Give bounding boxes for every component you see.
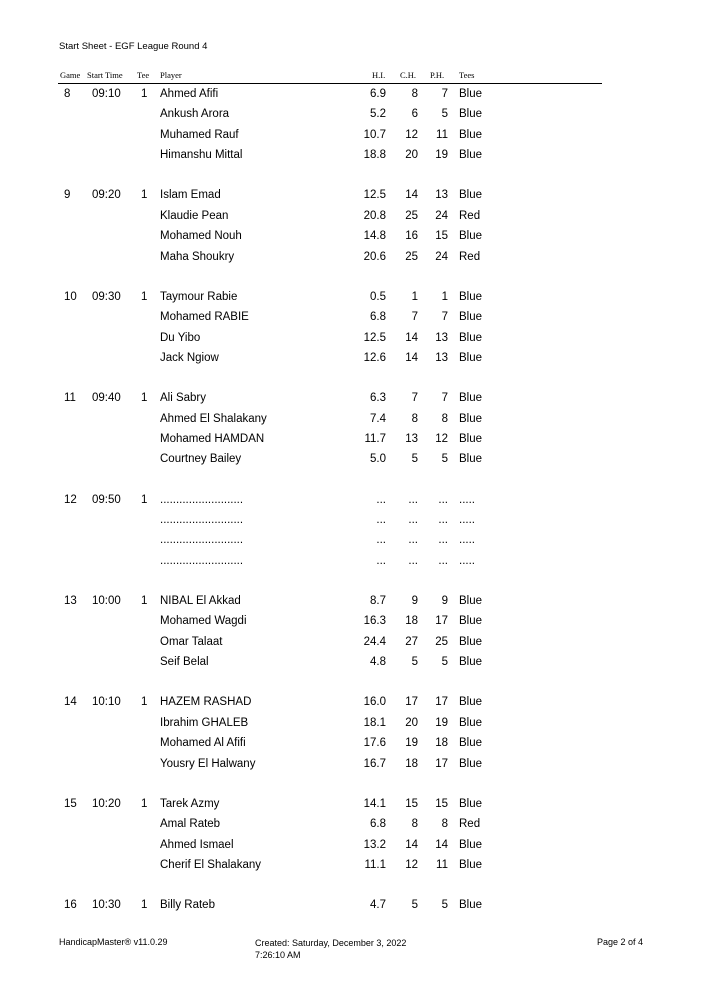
playing-handicap: 24 <box>435 209 448 222</box>
course-handicap: 5 <box>411 656 418 669</box>
playing-handicap: ... <box>438 493 448 506</box>
tee-number: 1 <box>141 290 148 303</box>
tee-color: Red <box>459 818 481 831</box>
tee-color: Red <box>459 250 481 263</box>
playing-handicap: 1 <box>441 290 448 303</box>
footer-created-time: 7:26:10 AM <box>255 950 301 960</box>
tee-number: 1 <box>141 797 148 810</box>
course-handicap: 20 <box>405 716 418 729</box>
player-name: .......................... <box>160 493 244 506</box>
handicap-index: 8.7 <box>370 595 386 607</box>
playing-handicap: 5 <box>441 899 448 912</box>
header-tee: Tee <box>137 70 150 80</box>
player-name: Cherif El Shalakany <box>160 859 261 871</box>
player-name: Ahmed Afifi <box>160 88 219 100</box>
table-row <box>0 758 707 774</box>
player-name: Ibrahim GHALEB <box>160 716 249 729</box>
player-name: NIBAL El Akkad <box>160 595 241 607</box>
handicap-index: 7.4 <box>370 412 386 425</box>
course-handicap: 25 <box>405 250 418 263</box>
course-handicap: 12 <box>405 859 418 871</box>
course-handicap: 18 <box>405 757 418 770</box>
footer-page-number: Page 2 of 4 <box>596 937 643 947</box>
table-row <box>0 656 707 672</box>
tee-color: Blue <box>459 331 483 344</box>
tee-color: Blue <box>459 737 483 750</box>
playing-handicap: 12 <box>435 433 448 445</box>
header-player: Player <box>160 70 182 80</box>
handicap-index: 6.3 <box>370 392 386 405</box>
playing-handicap: 11 <box>436 859 448 871</box>
tee-color: Blue <box>459 230 483 243</box>
table-row <box>0 189 707 205</box>
start-time: 10:30 <box>92 899 121 912</box>
player-name: Tarek Azmy <box>160 797 220 810</box>
table-row <box>0 717 707 733</box>
course-handicap: 14 <box>405 189 418 202</box>
player-name: Mohamed HAMDAN <box>160 433 265 445</box>
table-row <box>0 332 707 348</box>
table-row <box>0 859 707 875</box>
player-name: Ahmed Ismael <box>160 838 234 851</box>
handicap-index: 4.8 <box>370 656 386 669</box>
start-time: 09:50 <box>92 493 121 506</box>
player-name: Amal Rateb <box>160 818 221 831</box>
header-game: Game <box>60 70 81 80</box>
player-name: Muhamed Rauf <box>160 128 239 141</box>
tee-color: Blue <box>459 838 483 851</box>
tee-color: ..... <box>459 514 475 526</box>
tee-color: Blue <box>459 189 483 202</box>
table-row <box>0 595 707 611</box>
course-handicap: 5 <box>411 899 418 912</box>
playing-handicap: 15 <box>435 797 448 810</box>
tee-color: Blue <box>459 433 483 445</box>
course-handicap: 14 <box>405 352 418 364</box>
tee-number: 1 <box>141 88 148 100</box>
course-handicap: ... <box>408 493 418 506</box>
playing-handicap: 19 <box>435 716 448 729</box>
header-divider <box>58 83 602 84</box>
playing-handicap: 5 <box>441 656 448 669</box>
playing-handicap: 15 <box>435 230 448 243</box>
course-handicap: 16 <box>405 230 418 243</box>
table-row <box>0 149 707 165</box>
tee-color: ..... <box>459 534 475 547</box>
tee-color: Blue <box>459 412 483 425</box>
playing-handicap: 17 <box>435 696 448 709</box>
game-number: 9 <box>64 189 71 202</box>
course-handicap: 14 <box>405 331 418 344</box>
table-row <box>0 352 707 368</box>
player-name: Courtney Bailey <box>160 453 242 466</box>
game-number: 8 <box>64 88 71 100</box>
player-name: Maha Shoukry <box>160 250 235 263</box>
game-number: 13 <box>64 595 77 607</box>
handicap-index: 17.6 <box>363 737 386 750</box>
playing-handicap: 14 <box>435 838 448 851</box>
table-row <box>0 453 707 469</box>
handicap-index: 5.0 <box>370 453 386 466</box>
start-time: 10:10 <box>92 696 121 709</box>
tee-color: Blue <box>459 311 483 324</box>
playing-handicap: 25 <box>435 635 448 648</box>
course-handicap: 14 <box>405 838 418 851</box>
tee-number: 1 <box>141 899 148 912</box>
tee-color: ..... <box>459 493 475 506</box>
player-name: Seif Belal <box>160 656 209 669</box>
player-name: Klaudie Pean <box>160 209 229 222</box>
player-name: HAZEM RASHAD <box>160 696 252 709</box>
player-name: Mohamed Wagdi <box>160 615 247 628</box>
tee-color: ..... <box>459 554 475 567</box>
player-name: Mohamed Al Afifi <box>160 737 246 750</box>
header-hi: H.I. <box>372 70 386 80</box>
playing-handicap: 24 <box>435 250 448 263</box>
start-time: 09:20 <box>92 189 121 202</box>
player-name: Omar Talaat <box>160 635 223 648</box>
handicap-index: ... <box>376 534 386 547</box>
course-handicap: 5 <box>411 453 418 466</box>
player-name: Islam Emad <box>160 189 221 202</box>
course-handicap: ... <box>408 534 418 547</box>
footer-created-date: Created: Saturday, December 3, 2022 <box>255 938 407 948</box>
table-row <box>0 88 707 104</box>
playing-handicap: 8 <box>441 412 448 425</box>
player-name: Billy Rateb <box>160 899 215 912</box>
tee-color: Blue <box>459 899 483 912</box>
tee-color: Blue <box>459 290 483 303</box>
course-handicap: 8 <box>411 818 418 831</box>
start-time: 10:00 <box>92 595 121 607</box>
course-handicap: 7 <box>411 311 418 324</box>
table-row <box>0 311 707 327</box>
handicap-index: 5.2 <box>370 108 386 121</box>
course-handicap: 15 <box>405 797 418 810</box>
tee-number: 1 <box>141 696 148 709</box>
table-row <box>0 129 707 145</box>
tee-color: Blue <box>459 656 483 669</box>
handicap-index: 24.4 <box>363 635 386 648</box>
table-row <box>0 230 707 246</box>
document-title: Start Sheet - EGF League Round 4 <box>59 41 208 52</box>
table-row <box>0 555 707 571</box>
game-number: 16 <box>64 899 77 912</box>
playing-handicap: 11 <box>436 128 448 141</box>
table-row <box>0 899 707 915</box>
table-row <box>0 392 707 408</box>
game-number: 10 <box>64 290 77 303</box>
handicap-index: 6.9 <box>370 88 386 100</box>
playing-handicap: 18 <box>435 737 448 750</box>
table-row <box>0 251 707 267</box>
handicap-index: 11.7 <box>364 433 386 445</box>
course-handicap: 25 <box>405 209 418 222</box>
course-handicap: 9 <box>411 595 418 607</box>
tee-color: Blue <box>459 149 483 162</box>
handicap-index: 13.2 <box>363 838 386 851</box>
start-time: 09:30 <box>92 290 121 303</box>
player-name: Yousry El Halwany <box>160 757 256 770</box>
tee-number: 1 <box>141 595 148 607</box>
course-handicap: 13 <box>405 433 418 445</box>
playing-handicap: ... <box>438 514 448 526</box>
table-row <box>0 839 707 855</box>
playing-handicap: 13 <box>435 189 448 202</box>
table-row <box>0 433 707 449</box>
player-name: Himanshu Mittal <box>160 149 243 162</box>
course-handicap: 18 <box>405 615 418 628</box>
player-name: Ali Sabry <box>160 392 207 405</box>
table-row <box>0 615 707 631</box>
start-time: 10:20 <box>92 797 121 810</box>
course-handicap: 17 <box>405 696 418 709</box>
player-name: Mohamed RABIE <box>160 311 249 324</box>
handicap-index: 16.3 <box>363 615 386 628</box>
course-handicap: 1 <box>411 290 418 303</box>
player-name: Ahmed El Shalakany <box>160 412 267 425</box>
playing-handicap: 17 <box>435 757 448 770</box>
handicap-index: ... <box>376 514 386 526</box>
handicap-index: 6.8 <box>370 311 386 324</box>
table-header <box>0 70 707 82</box>
tee-color: Blue <box>459 696 483 709</box>
handicap-index: 20.6 <box>363 250 386 263</box>
course-handicap: 12 <box>405 128 418 141</box>
tee-color: Blue <box>459 859 483 871</box>
handicap-index: 18.8 <box>363 149 386 162</box>
playing-handicap: 13 <box>435 331 448 344</box>
header-tees: Tees <box>459 70 475 80</box>
player-name: Ankush Arora <box>160 108 230 121</box>
player-name: .......................... <box>160 554 244 567</box>
header-ch: C.H. <box>400 70 417 80</box>
playing-handicap: ... <box>438 554 448 567</box>
playing-handicap: 5 <box>441 108 448 121</box>
course-handicap: 20 <box>405 149 418 162</box>
header-start-time: Start Time <box>87 70 123 80</box>
tee-color: Blue <box>459 757 483 770</box>
table-row <box>0 514 707 530</box>
player-name: Taymour Rabie <box>160 290 238 303</box>
tee-color: Red <box>459 209 481 222</box>
tee-color: Blue <box>459 615 483 628</box>
playing-handicap: 8 <box>441 818 448 831</box>
table-row <box>0 291 707 307</box>
playing-handicap: 5 <box>441 453 448 466</box>
header-ph: P.H. <box>430 70 445 80</box>
game-number: 11 <box>64 392 76 405</box>
table-row <box>0 413 707 429</box>
table-row <box>0 210 707 226</box>
start-time: 09:40 <box>92 392 121 405</box>
course-handicap: 27 <box>405 635 418 648</box>
course-handicap: ... <box>408 554 418 567</box>
tee-color: Blue <box>459 635 483 648</box>
playing-handicap: 13 <box>435 352 448 364</box>
course-handicap: 8 <box>411 88 418 100</box>
tee-color: Blue <box>459 453 483 466</box>
tee-color: Blue <box>459 595 483 607</box>
table-row <box>0 737 707 753</box>
tee-color: Blue <box>459 108 483 121</box>
game-number: 12 <box>64 493 77 506</box>
handicap-index: 16.7 <box>363 757 386 770</box>
table-row <box>0 696 707 712</box>
handicap-index: 14.1 <box>363 797 386 810</box>
table-row <box>0 636 707 652</box>
tee-color: Blue <box>459 128 483 141</box>
tee-color: Blue <box>459 88 483 100</box>
start-time: 09:10 <box>92 88 121 100</box>
handicap-index: 18.1 <box>363 716 386 729</box>
tee-number: 1 <box>141 189 148 202</box>
game-number: 14 <box>64 696 77 709</box>
handicap-index: ... <box>376 493 386 506</box>
course-handicap: 6 <box>411 108 418 121</box>
playing-handicap: 17 <box>435 615 448 628</box>
handicap-index: 14.8 <box>363 230 386 243</box>
playing-handicap: ... <box>438 534 448 547</box>
player-name: Mohamed Nouh <box>160 230 242 243</box>
tee-color: Blue <box>459 392 483 405</box>
footer-created <box>255 937 406 961</box>
playing-handicap: 7 <box>441 311 448 324</box>
player-name: .......................... <box>160 534 244 547</box>
handicap-index: 12.6 <box>363 352 386 364</box>
playing-handicap: 7 <box>441 392 448 405</box>
tee-color: Blue <box>459 352 483 364</box>
playing-handicap: 7 <box>441 88 448 100</box>
table-row <box>0 494 707 510</box>
table-row <box>0 534 707 550</box>
handicap-index: 12.5 <box>363 189 386 202</box>
tee-number: 1 <box>141 392 148 405</box>
player-name: .......................... <box>160 514 244 526</box>
handicap-index: 10.7 <box>363 128 386 141</box>
table-row <box>0 818 707 834</box>
player-name: Jack Ngiow <box>160 352 219 364</box>
tee-number: 1 <box>141 493 148 506</box>
course-handicap: 19 <box>405 737 418 750</box>
handicap-index: 20.8 <box>363 209 386 222</box>
handicap-index: 4.7 <box>370 899 386 912</box>
playing-handicap: 19 <box>435 149 448 162</box>
handicap-index: 12.5 <box>363 331 386 344</box>
player-name: Du Yibo <box>160 331 201 344</box>
tee-color: Blue <box>459 797 483 810</box>
handicap-index: 11.1 <box>364 859 386 871</box>
handicap-index: ... <box>376 554 386 567</box>
table-row <box>0 798 707 814</box>
handicap-index: 6.8 <box>370 818 386 831</box>
playing-handicap: 9 <box>441 595 448 607</box>
tee-color: Blue <box>459 716 483 729</box>
table-row <box>0 108 707 124</box>
course-handicap: ... <box>408 514 418 526</box>
course-handicap: 8 <box>411 412 418 425</box>
handicap-index: 16.0 <box>363 696 386 709</box>
course-handicap: 7 <box>411 392 418 405</box>
game-number: 15 <box>64 797 77 810</box>
footer-software: HandicapMaster® v11.0.29 <box>59 937 168 947</box>
handicap-index: 0.5 <box>370 290 386 303</box>
